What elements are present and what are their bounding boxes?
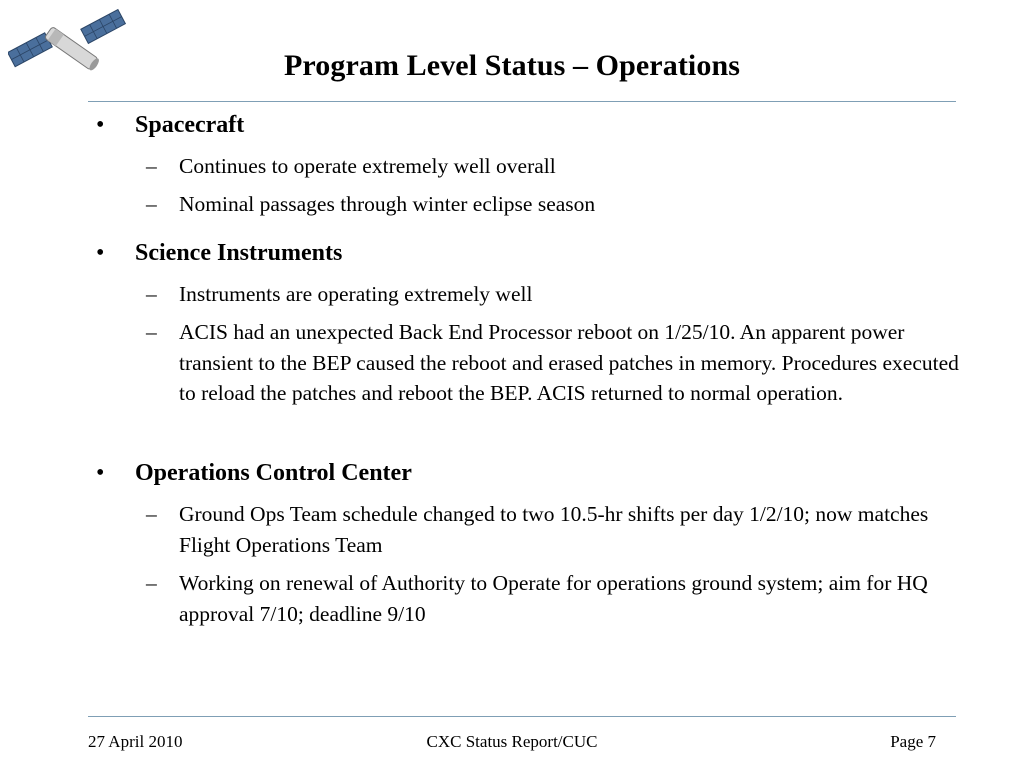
footer-report-name: CXC Status Report/CUC (426, 732, 598, 751)
slide-title: Program Level Status – Operations (283, 49, 741, 82)
list-item-text: Nominal passages through winter eclipse season (179, 192, 596, 216)
dash-glyph: – (146, 282, 157, 306)
list-item-text: Working on renewal of Authority to Operate for operations ground system; aim for HQ approval 7/10; deadline 9/10 (179, 571, 928, 626)
dash-glyph: – (146, 320, 157, 344)
section-heading: Science Instruments (135, 240, 343, 266)
dash-glyph: – (146, 502, 157, 526)
list-item-text: ACIS had an unexpected Back End Processor reboot on 1/25/10. An apparent power transient to the BEP caused the reboot and erased patches in memory. Procedures executed to reload the patches and reboot the BEP. ACIS returned to normal operation. (179, 320, 959, 405)
bullet-glyph: • (96, 112, 105, 138)
footer-page-number: Page 7 (890, 732, 936, 751)
list-item-text: Ground Ops Team schedule changed to two 10.5-hr shifts per day 1/2/10; now matches Flight Operations Team (179, 502, 929, 557)
list-item-text: Instruments are operating extremely well (179, 282, 533, 306)
section-heading: Spacecraft (135, 112, 245, 138)
footer-date: 27 April 2010 (88, 732, 183, 751)
bullet-glyph: • (96, 240, 105, 266)
dash-glyph: – (146, 192, 157, 216)
dash-glyph: – (146, 154, 157, 178)
list-item-text: Continues to operate extremely well overall (179, 154, 556, 178)
section-heading: Operations Control Center (135, 460, 412, 486)
dash-glyph: – (146, 571, 157, 595)
footer-divider (88, 716, 956, 717)
bullet-glyph: • (96, 460, 105, 486)
